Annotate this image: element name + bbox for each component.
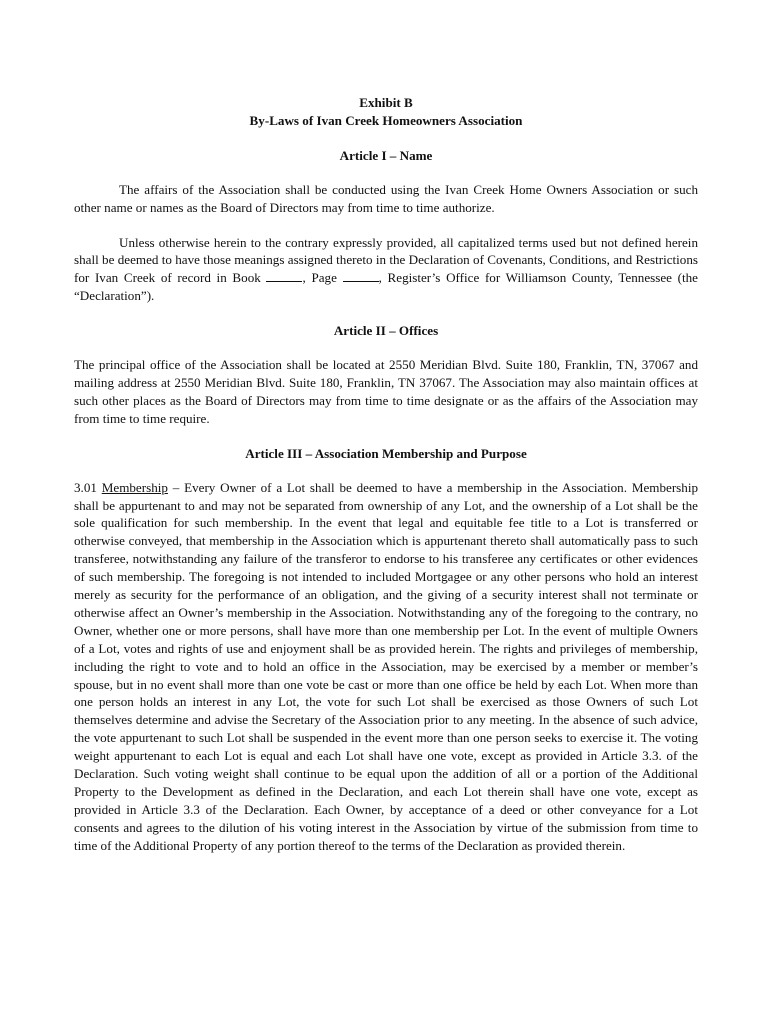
section-label: Membership [101, 479, 168, 495]
book-number-blank [266, 271, 302, 282]
paragraph-text: , Register’s Office for Williamson County, Tennessee (the “Declaration”). [74, 270, 698, 304]
paragraph-text: , Page [302, 270, 343, 286]
paragraph-text: Unless otherwise herein to the contrary expressly provided, all capitalized terms used but not defined herein shall be deemed to have those meanings assigned thereto in the Declaration of Covenants, Conditions, and Restrictions for Ivan Creek of record in Book [74, 234, 698, 286]
article-1-paragraph-2 [74, 234, 698, 306]
document-page [74, 86, 698, 872]
article-2-paragraph-1: The principal office of the Association shall be located at 2550 Meridian Blvd. Suite 180, Franklin, TN, 37067 and mailing address at 2550 Meridian Blvd. Suite 180, Franklin, TN 37067. The Association may also maintain offices at such other places as the Board of Directors may from time to time designate or as the affairs of the Association may from time to time require. [74, 357, 698, 426]
article-1-heading: Article I – Name [339, 147, 433, 163]
document-title: By-Laws of Ivan Creek Homeowners Association [249, 112, 523, 128]
exhibit-label: Exhibit B [359, 95, 413, 110]
article-3-heading: Article III – Association Membership and Purpose [245, 445, 527, 461]
section-text: – Every Owner of a Lot shall be deemed to have a membership in the Association. Membership shall be appurtenant to and may not be separated from ownership of any Lot, and the ownership of a Lot shall be the sole qualification for such membership. In the event that legal and equitable fee title to a Lot is transferred or otherwise conveyed, that membership in the Association which is appurtenant thereto shall automatically pass to such transferee, notwithstanding any failure of the transferor to endorse to his transferee any certificates or other evidences of such membership. The foregoing is not intended to included Mortgagee or any other persons who hold an interest merely as security for the performance of an obligation, and the giving of a security interest shall not terminate or otherwise affect an Owner’s membership in the Association. Notwithstanding any of the foregoing to the contrary, no Owner, whether one or more persons, shall have more than one membership per Lot. In the event of multiple Owners of a Lot, votes and rights of use and enjoyment shall be as provided herein. The rights and privileges of membership, including the right to vote and to hold an office in the Association, may be exercised by a member or member’s spouse, but in no event shall more than one vote be cast or more than one office be held by each Lot. When more than one person holds an interest in any Lot, the vote for such Lot shall be exercised as those Owners of such Lot themselves determine and advise the Secretary of the Association prior to any meeting. In the absence of such advice, the vote appurtenant to such Lot shall be suspended in the event more than one person seeks to exercise it. The voting weight appurtenant to each Lot is equal and each Lot shall have one vote, except as provided in Article 3.3. of the Declaration. Such voting weight shall continue to be equal upon the addition of all or a portion of the Additional Property to the Development as defined in the Declaration, and each Lot therein shall have one vote, except as provided in Article 3.3 of the Declaration. Each Owner, by acceptance of a deed or other conveyance for a Lot consents and agrees to the dilution of his voting interest in the Association by virtue of the submission from time to time of the Additional Property of any portion thereof to the terms of the Declaration as provided therein. [74, 479, 699, 853]
article-2-heading: Article II – Offices [333, 323, 439, 339]
page-number-blank [343, 271, 379, 282]
section-number: 3.01 [74, 479, 102, 495]
section-3-01-paragraph [74, 479, 698, 855]
article-1-paragraph-1: The affairs of the Association shall be conducted using the Ivan Creek Home Owners Association or such other name or names as the Board of Directors may from time to time authorize. [74, 181, 698, 215]
